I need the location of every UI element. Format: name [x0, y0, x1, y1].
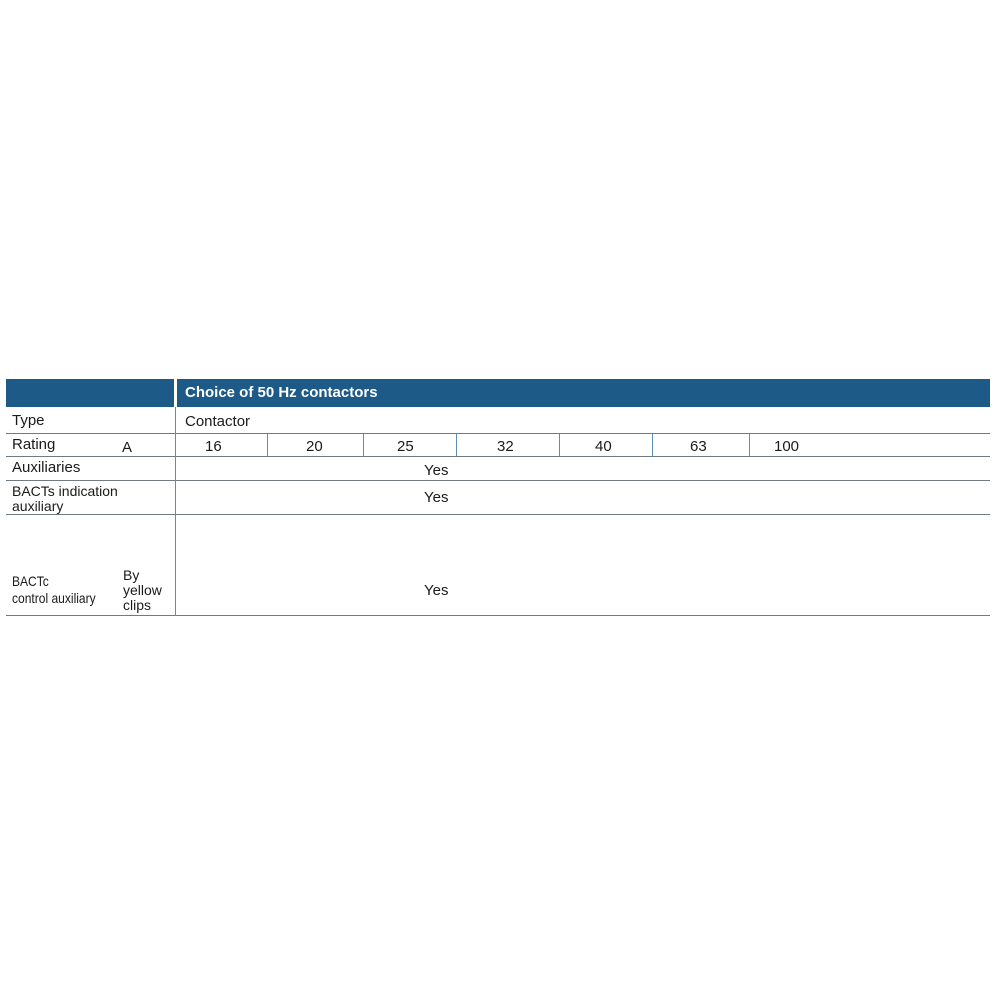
rating-unit: A	[122, 439, 133, 456]
bacts-label-line2: auxiliary	[12, 498, 64, 514]
bactc-value: Yes	[424, 582, 449, 599]
row-divider	[6, 514, 990, 515]
bacts-label-line1: BACTs indication	[12, 483, 118, 499]
type-value: Contactor	[185, 413, 251, 430]
row-divider	[6, 480, 990, 481]
rating-column-divider	[749, 434, 750, 456]
rating-value: 25	[397, 438, 414, 455]
auxiliaries-value: Yes	[424, 462, 449, 479]
bactc-label-line1: BACTc	[12, 573, 49, 589]
bactc-sub-line2: yellow	[123, 582, 162, 598]
contactor-choice-table	[6, 379, 990, 617]
table-bottom-rule	[6, 615, 990, 616]
auxiliaries-label: Auxiliaries	[12, 459, 81, 476]
row-divider	[6, 456, 990, 457]
table-header-left-cell	[6, 379, 174, 407]
bacts-value: Yes	[424, 489, 449, 506]
table-title-text: Choice of 50 Hz contactors	[185, 384, 378, 401]
rating-column-divider	[559, 434, 560, 456]
label-column-divider	[175, 407, 176, 616]
type-label: Type	[12, 412, 45, 429]
rating-value: 100	[774, 438, 800, 455]
rating-column-divider	[456, 434, 457, 456]
rating-value: 40	[595, 438, 612, 455]
rating-value: 20	[306, 438, 323, 455]
table-title	[185, 379, 378, 407]
bactc-sub-line1: By	[123, 567, 140, 583]
rating-value: 63	[690, 438, 707, 455]
rating-value: 32	[497, 438, 514, 455]
bactc-label-line2: control auxiliary	[12, 590, 96, 606]
rating-column-divider	[267, 434, 268, 456]
bactc-sub-line3: clips	[123, 597, 152, 613]
rating-column-divider	[652, 434, 653, 456]
rating-value: 16	[205, 438, 222, 455]
rating-column-divider	[363, 434, 364, 456]
rating-label: Rating	[12, 436, 56, 453]
row-divider	[6, 433, 990, 434]
